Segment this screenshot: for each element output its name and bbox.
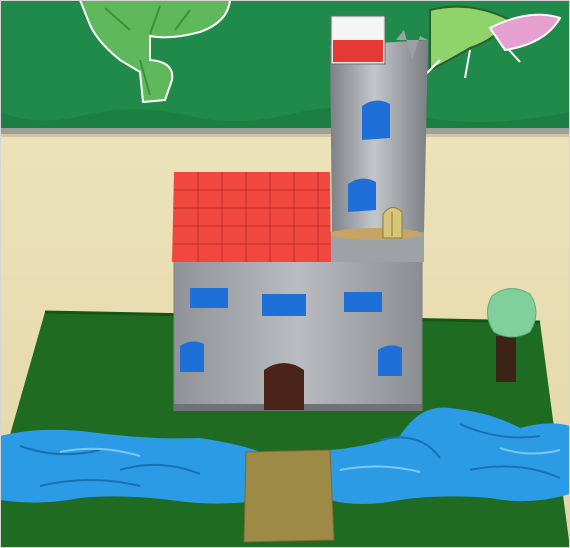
- board-rail: [0, 128, 570, 134]
- red-grid-roof: [172, 172, 331, 262]
- window-upper-middle: [262, 294, 306, 316]
- castle-door: [264, 363, 304, 410]
- tower-flag: [331, 16, 385, 64]
- window-upper-left: [190, 288, 228, 308]
- tower-window-middle: [348, 178, 376, 212]
- window-lower-right: [378, 345, 402, 376]
- window-upper-right: [344, 292, 382, 312]
- paper-bridge: [244, 450, 334, 542]
- tower-window-top: [362, 100, 390, 140]
- window-lower-left: [180, 341, 204, 372]
- board-rail-shadow: [0, 134, 570, 137]
